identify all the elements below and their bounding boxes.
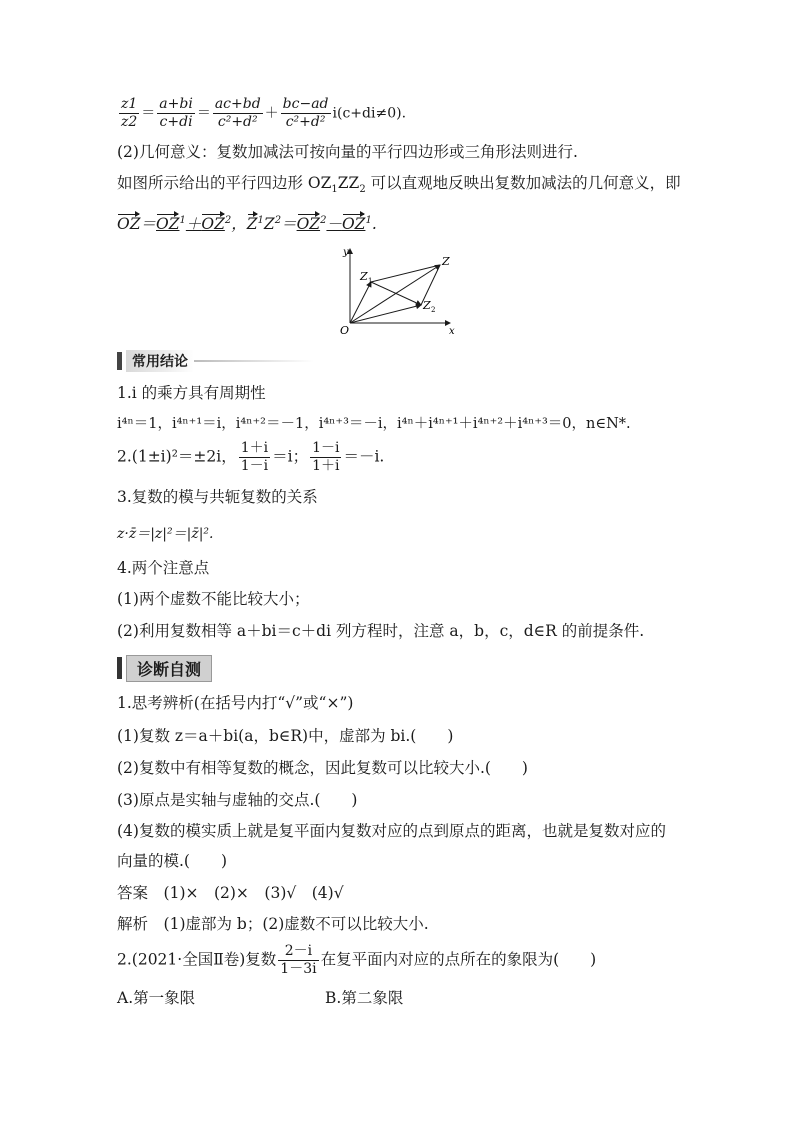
header-fade-line <box>194 360 314 362</box>
plus-sign: ＋ <box>185 215 202 234</box>
geo-meaning: (2)几何意义：复数加减法可按向量的平行四边形或三角形法则进行. <box>117 143 578 161</box>
vector-oz2-line <box>350 305 421 323</box>
text-part: 如图所示给出的平行四边形 OZ <box>117 174 332 192</box>
answer-line <box>117 882 344 904</box>
label-z1-sub: 1 <box>368 277 373 285</box>
vector-oz1b: OZ <box>341 215 366 234</box>
frac-den: 1－i <box>240 458 269 474</box>
label-z2: Z <box>423 299 431 312</box>
section-header-test <box>117 656 212 680</box>
option-b: B.第二象限 <box>325 989 404 1007</box>
section-title: 诊断自测 <box>126 655 212 682</box>
parallelogram-text: 如图所示给出的平行四边形 $OZ_1ZZ_2$ 可以直观地反映出复数加减法的几何意义，即 <box>117 174 681 196</box>
question-1-item-2: (2)复数中有相等复数的概念，因此复数可以比较大小.( ) <box>117 759 528 777</box>
text-part: 2.(1±i)²＝±2i， <box>117 447 237 466</box>
header-bar <box>117 657 122 679</box>
question-1-item-4a: (4)复数的模实质上就是复平面内复数对应的点到原点的距离，也就是复数对应的 <box>117 822 666 840</box>
text-part: ＝－i. <box>343 447 385 466</box>
frac-num: z1 <box>121 96 138 112</box>
side-z1z <box>371 265 440 282</box>
question-1-item-4b: 向量的模.( ) <box>117 852 228 870</box>
analysis-line <box>117 913 429 935</box>
option-a: A.第一象限 <box>117 989 196 1007</box>
frac-num: bc−ad <box>282 96 329 112</box>
text-part: 2.(2021·全国Ⅱ卷)复数 <box>117 950 277 969</box>
text-part: 可以直观地反映出复数加减法的几何意义，即 <box>370 174 681 192</box>
answer-text: (1)× (2)× (3)√ (4)√ <box>163 884 344 902</box>
frac-den: 1＋i <box>312 458 340 474</box>
frac-den: c²+d² <box>217 114 258 130</box>
conclusion-4-item-2: (2)利用复数相等 a＋bi＝c＋di 列方程时，注意 a，b，c，d∈R 的前提条件. <box>117 622 645 640</box>
vector-z1z2: Z <box>246 215 258 234</box>
label-z1: Z <box>360 270 368 283</box>
vector-oz2: OZ <box>201 215 225 234</box>
vector-oz1-line <box>350 282 371 323</box>
label-z2-sub: 2 <box>431 306 436 314</box>
label-o: O <box>340 324 350 337</box>
section-title: 常用结论 <box>126 350 194 372</box>
question-1-item-3: (3)原点是实轴与虚轴的交点.( ) <box>117 791 358 809</box>
question-2 <box>117 943 596 978</box>
analysis-text: (1)虚部为 b；(2)虚数不可以比较大小. <box>163 915 429 933</box>
frac-num: 1＋i <box>240 440 269 456</box>
division-formula: $\frac{z1}{z2}$ ＝ $\frac{a+bi}{c+di}$ ＝ $\frac{ac+bd}{\text{c²+d²}}$ ＋ $\frac{bc-ad}{\text{c²+d²}}$ i(c+di≠0). <box>121 96 407 130</box>
label-y: y <box>343 247 349 258</box>
label-z: Z <box>442 255 450 268</box>
vector-equation: $OZ=OZ^1+OZ^2$，$Z^1Z^2=OZ^2-OZ^1$. <box>117 215 377 234</box>
text-part: ZZ <box>337 174 360 192</box>
frac-num: 2－i <box>278 943 318 961</box>
frac-den: c²+d² <box>285 114 326 130</box>
conclusion-1-title: 1.i 的乘方具有周期性 <box>117 384 266 402</box>
conclusion-3-formula: z·z̄＝|z|²＝|z̄|². <box>117 526 214 542</box>
vector-oz1: OZ <box>156 215 180 234</box>
label-x: x <box>449 326 455 337</box>
header-bar <box>117 352 122 370</box>
question-1-title: 1.思考辨析(在括号内打“√”或“×”) <box>117 694 354 712</box>
frac-num: ac+bd <box>214 96 261 112</box>
frac-den: 1－3i <box>280 961 317 977</box>
minus-sign: － <box>326 215 342 234</box>
frac-den: z2 <box>121 114 138 130</box>
frac-num: 1－i <box>312 440 340 456</box>
parallelogram-diagram <box>335 243 460 338</box>
answer-label: 答案 <box>117 884 149 902</box>
text-part: 在复平面内对应的点所在的象限为( ) <box>320 950 597 969</box>
vector-oz: OZ <box>117 215 141 234</box>
vector-oz2b: OZ <box>296 215 321 234</box>
vector-z1z2-line <box>371 282 421 305</box>
frac-den: c+di <box>159 114 193 130</box>
question-1-item-1: (1)复数 z＝a＋bi(a，b∈R)中，虚部为 bi.( ) <box>117 727 454 745</box>
frac-num: a+bi <box>159 96 193 112</box>
text-part: ＝i； <box>272 447 309 466</box>
conclusion-2 <box>117 440 384 475</box>
section-header-common <box>117 350 314 372</box>
conclusion-4-item-1: (1)两个虚数不能比较大小； <box>117 590 310 608</box>
conclusion-1-formula: i⁴ⁿ＝1，i⁴ⁿ⁺¹＝i，i⁴ⁿ⁺²＝－1，i⁴ⁿ⁺³＝－i，i⁴ⁿ＋i⁴ⁿ⁺¹＋i⁴ⁿ⁺²＋i⁴ⁿ⁺³＝0，n∈N*. <box>117 416 631 432</box>
formula-tail: i(c+di≠0). <box>332 105 407 122</box>
analysis-label: 解析 <box>117 915 149 933</box>
conclusion-3-title: 3.复数的模与共轭复数的关系 <box>117 488 318 506</box>
conclusion-4-title: 4.两个注意点 <box>117 559 210 577</box>
